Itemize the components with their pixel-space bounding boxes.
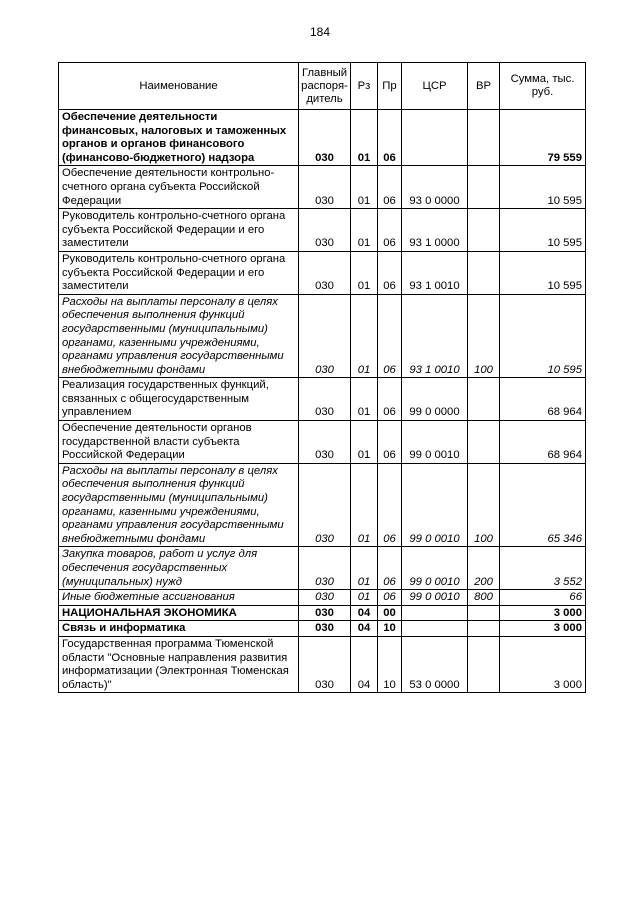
row-sum: 10 595 bbox=[500, 166, 586, 209]
row-name: Реализация государственных функций, связанных с общегосударственным управлением bbox=[59, 378, 299, 421]
row-sum: 65 346 bbox=[500, 463, 586, 547]
row-sum: 10 595 bbox=[500, 294, 586, 378]
row-csr: 93 1 0000 bbox=[402, 209, 468, 252]
row-csr: 53 0 0000 bbox=[402, 636, 468, 692]
row-sum: 3 000 bbox=[500, 605, 586, 621]
row-admin: 030 bbox=[299, 209, 351, 252]
row-sum: 79 559 bbox=[500, 110, 586, 166]
row-admin: 030 bbox=[299, 110, 351, 166]
table-row bbox=[59, 378, 586, 421]
table-row bbox=[59, 421, 586, 464]
row-sum: 10 595 bbox=[500, 251, 586, 294]
row-csr: 99 0 0010 bbox=[402, 547, 468, 590]
row-vr bbox=[468, 166, 500, 209]
row-name: Государственная программа Тюменской области "Основные направления развития информатизации (Электронная Тюменская область)" bbox=[59, 636, 299, 692]
row-rz: 01 bbox=[351, 209, 378, 252]
row-pr: 06 bbox=[378, 590, 402, 606]
table-row bbox=[59, 605, 586, 621]
row-csr: 99 0 0010 bbox=[402, 463, 468, 547]
row-csr: 93 1 0010 bbox=[402, 294, 468, 378]
row-name: НАЦИОНАЛЬНАЯ ЭКОНОМИКА bbox=[59, 605, 299, 621]
row-name: Обеспечение деятельности органов государственной власти субъекта Российской Федерации bbox=[59, 421, 299, 464]
row-admin: 030 bbox=[299, 421, 351, 464]
row-csr: 93 0 0000 bbox=[402, 166, 468, 209]
row-vr: 100 bbox=[468, 463, 500, 547]
row-rz: 01 bbox=[351, 251, 378, 294]
row-csr: 99 0 0000 bbox=[402, 378, 468, 421]
row-name: Расходы на выплаты персоналу в целях обеспечения выполнения функций государственными (муниципальными) органами, казенными учреждениями, органами управления государственными внебюджетными фондами bbox=[59, 294, 299, 378]
row-vr bbox=[468, 209, 500, 252]
row-rz: 01 bbox=[351, 463, 378, 547]
row-admin: 030 bbox=[299, 636, 351, 692]
row-sum: 3 552 bbox=[500, 547, 586, 590]
header-admin: Главный распоря-дитель bbox=[299, 63, 351, 110]
header-vr: ВР bbox=[468, 63, 500, 110]
table-row bbox=[59, 294, 586, 378]
row-pr: 06 bbox=[378, 110, 402, 166]
row-rz: 01 bbox=[351, 421, 378, 464]
row-name: Руководитель контрольно-счетного органа субъекта Российской Федерации и его заместители bbox=[59, 209, 299, 252]
row-sum: 3 000 bbox=[500, 621, 586, 637]
row-admin: 030 bbox=[299, 166, 351, 209]
table-row bbox=[59, 621, 586, 637]
row-name: Обеспечение деятельности контрольно-счетного органа субъекта Российской Федерации bbox=[59, 166, 299, 209]
row-sum: 68 964 bbox=[500, 378, 586, 421]
row-pr: 06 bbox=[378, 251, 402, 294]
row-sum: 68 964 bbox=[500, 421, 586, 464]
row-pr: 06 bbox=[378, 294, 402, 378]
row-sum: 10 595 bbox=[500, 209, 586, 252]
row-vr: 100 bbox=[468, 294, 500, 378]
row-pr: 06 bbox=[378, 421, 402, 464]
row-vr: 200 bbox=[468, 547, 500, 590]
table-row bbox=[59, 110, 586, 166]
row-rz: 04 bbox=[351, 636, 378, 692]
row-rz: 04 bbox=[351, 605, 378, 621]
table-row bbox=[59, 463, 586, 547]
header-pr: Пр bbox=[378, 63, 402, 110]
table-row bbox=[59, 209, 586, 252]
header-sum: Сумма, тыс. руб. bbox=[500, 63, 586, 110]
row-name: Расходы на выплаты персоналу в целях обеспечения выполнения функций государственными (муниципальными) органами, казенными учреждениями, органами управления государственными внебюджетными фондами bbox=[59, 463, 299, 547]
row-rz: 01 bbox=[351, 547, 378, 590]
row-vr: 800 bbox=[468, 590, 500, 606]
row-rz: 01 bbox=[351, 294, 378, 378]
row-admin: 030 bbox=[299, 547, 351, 590]
row-name: Иные бюджетные ассигнования bbox=[59, 590, 299, 606]
row-vr bbox=[468, 636, 500, 692]
row-vr bbox=[468, 110, 500, 166]
table-row bbox=[59, 166, 586, 209]
row-csr bbox=[402, 110, 468, 166]
row-sum: 66 bbox=[500, 590, 586, 606]
row-csr: 93 1 0010 bbox=[402, 251, 468, 294]
row-vr bbox=[468, 621, 500, 637]
row-vr bbox=[468, 378, 500, 421]
row-name: Связь и информатика bbox=[59, 621, 299, 637]
budget-table bbox=[58, 62, 586, 693]
row-pr: 06 bbox=[378, 463, 402, 547]
row-name: Закупка товаров, работ и услуг для обеспечения государственных (муниципальных) нужд bbox=[59, 547, 299, 590]
table-body bbox=[59, 110, 586, 693]
row-admin: 030 bbox=[299, 463, 351, 547]
row-admin: 030 bbox=[299, 294, 351, 378]
header-csr: ЦСР bbox=[402, 63, 468, 110]
row-pr: 10 bbox=[378, 621, 402, 637]
row-csr: 99 0 0010 bbox=[402, 421, 468, 464]
page-number: 184 bbox=[309, 25, 331, 39]
row-vr bbox=[468, 251, 500, 294]
table-header-row bbox=[59, 63, 586, 110]
row-admin: 030 bbox=[299, 605, 351, 621]
row-rz: 04 bbox=[351, 621, 378, 637]
table-row bbox=[59, 636, 586, 692]
row-csr bbox=[402, 621, 468, 637]
row-admin: 030 bbox=[299, 251, 351, 294]
row-name: Руководитель контрольно-счетного органа субъекта Российской Федерации и его заместители bbox=[59, 251, 299, 294]
row-pr: 06 bbox=[378, 209, 402, 252]
row-name: Обеспечение деятельности финансовых, налоговых и таможенных органов и органов финансового (финансово-бюджетного) надзора bbox=[59, 110, 299, 166]
table-row bbox=[59, 590, 586, 606]
row-admin: 030 bbox=[299, 590, 351, 606]
row-rz: 01 bbox=[351, 110, 378, 166]
row-vr bbox=[468, 421, 500, 464]
row-rz: 01 bbox=[351, 166, 378, 209]
row-pr: 06 bbox=[378, 166, 402, 209]
row-admin: 030 bbox=[299, 621, 351, 637]
row-csr bbox=[402, 605, 468, 621]
row-pr: 00 bbox=[378, 605, 402, 621]
row-rz: 01 bbox=[351, 378, 378, 421]
table-row bbox=[59, 547, 586, 590]
row-pr: 06 bbox=[378, 378, 402, 421]
row-sum: 3 000 bbox=[500, 636, 586, 692]
row-pr: 06 bbox=[378, 547, 402, 590]
row-rz: 01 bbox=[351, 590, 378, 606]
row-pr: 10 bbox=[378, 636, 402, 692]
table-row bbox=[59, 251, 586, 294]
row-vr bbox=[468, 605, 500, 621]
header-rz: Рз bbox=[351, 63, 378, 110]
header-name: Наименование bbox=[59, 63, 299, 110]
row-admin: 030 bbox=[299, 378, 351, 421]
row-csr: 99 0 0010 bbox=[402, 590, 468, 606]
